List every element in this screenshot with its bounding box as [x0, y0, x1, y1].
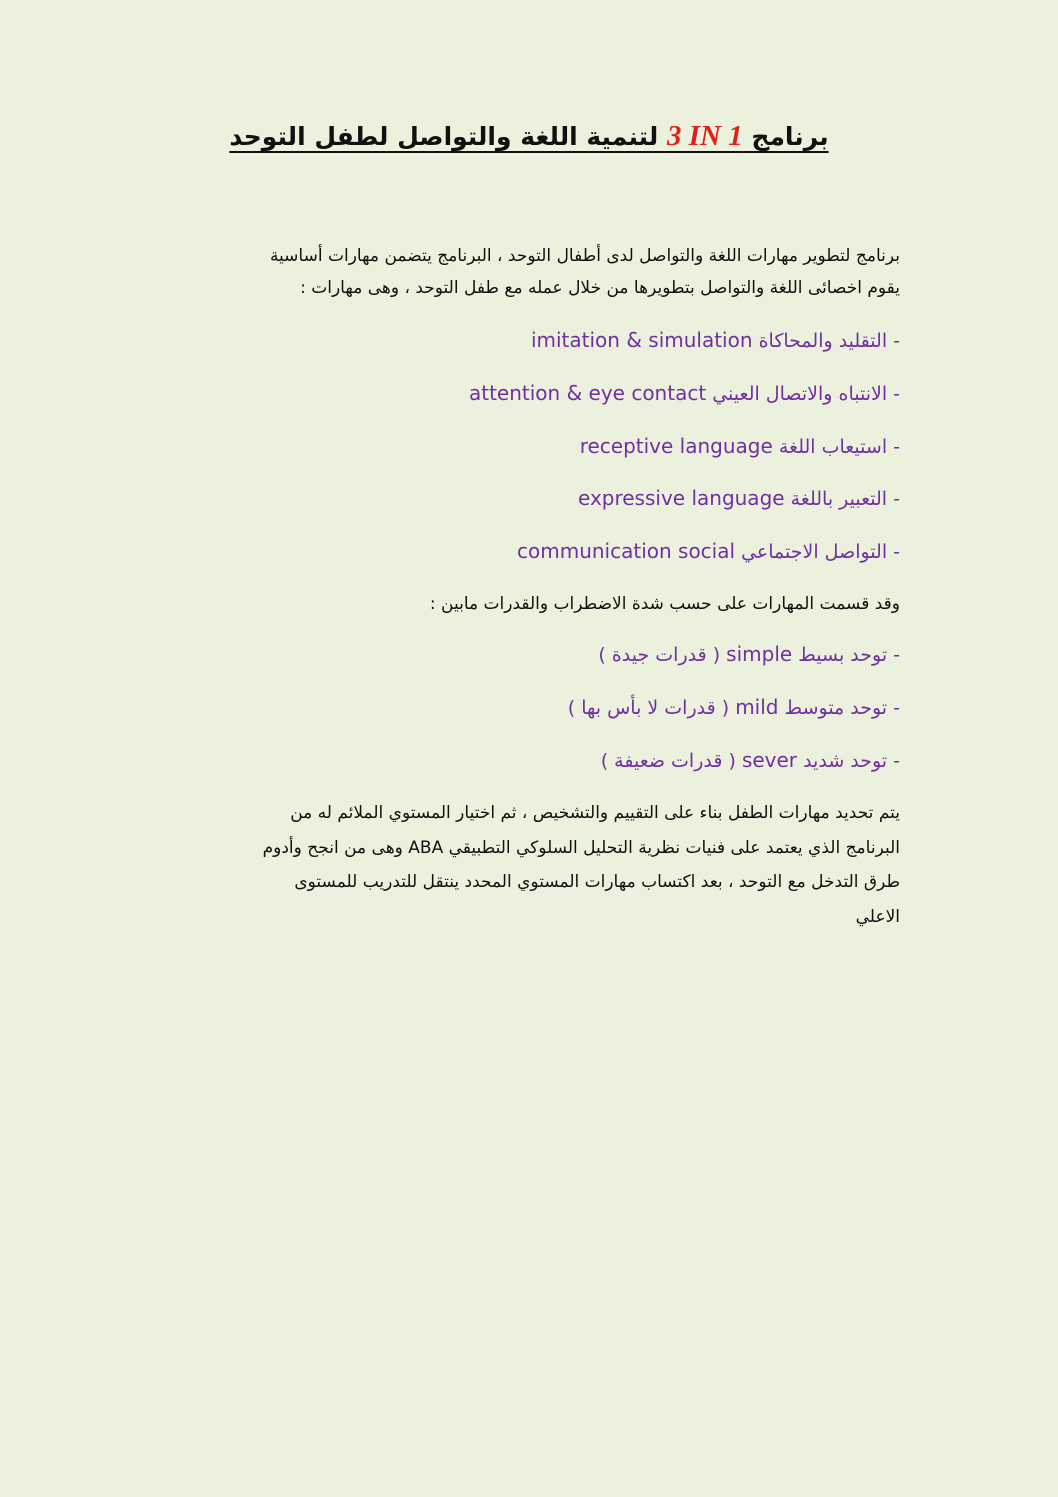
intro-line-1: برنامج لتطوير مهارات اللغة والتواصل لدى أطفال التوحد ، البرنامج يتضمن مهارات أساسية	[269, 246, 900, 266]
intro-line-2: يقوم اخصائى اللغة والتواصل بتطويرها من خلال عمله مع طفل التوحد ، وهى مهارات :	[300, 278, 900, 298]
skill-ar-label: - الانتباه والاتصال العيني	[712, 383, 900, 405]
skill-item	[160, 482, 900, 515]
levels-heading: وقد قسمت المهارات على حسب شدة الاضطراب والقدرات مابين :	[429, 594, 900, 614]
level-ar-label: - توحد متوسط	[784, 697, 900, 719]
level-en-label: sever	[741, 748, 798, 772]
skill-en-label: receptive language	[579, 434, 773, 458]
skill-en-label: attention & eye contact	[468, 381, 707, 405]
title-prefix: برنامج	[742, 122, 829, 151]
level-note: ( قدرات ضعيفة )	[600, 750, 736, 772]
skill-ar-label: - التقليد والمحاكاة	[758, 330, 900, 352]
level-ar-label: - توحد بسيط	[798, 644, 900, 666]
page-title	[0, 116, 1058, 157]
closing-line-1: يتم تحديد مهارات الطفل بناء على التقييم والتشخيص ، ثم اختيار المستوي الملائم له من	[290, 803, 900, 823]
intro-paragraph	[160, 240, 900, 304]
level-item	[160, 744, 900, 777]
closing-line-4: الاعلي	[855, 906, 900, 927]
skill-ar-label: - التواصل الاجتماعي	[741, 541, 900, 563]
skill-en-label: expressive language	[577, 486, 785, 510]
level-ar-label: - توحد شديد	[803, 750, 900, 772]
skill-en-label: communication social	[517, 539, 736, 563]
skill-item	[160, 324, 900, 357]
level-item	[160, 691, 900, 724]
closing-line-2: البرنامج الذي يعتمد على فنيات نظرية التحليل السلوكي التطبيقي ABA وهى من انجح وأدوم	[262, 837, 900, 858]
title-accent-3in1: 3 IN 1	[666, 120, 743, 152]
closing-line-3: طرق التدخل مع التوحد ، بعد اكتساب مهارات المستوي المحدد ينتقل للتدريب للمستوى	[294, 872, 900, 892]
level-item	[160, 638, 900, 671]
skill-en-label: imitation & simulation	[530, 328, 753, 352]
skill-item	[160, 535, 900, 568]
level-note: ( قدرات لا بأس بها )	[567, 697, 730, 719]
level-note: ( قدرات جيدة )	[598, 644, 721, 666]
title-suffix: لتنمية اللغة والتواصل لطفل التوحد	[229, 122, 667, 151]
skill-item	[160, 430, 900, 463]
closing-paragraph	[160, 796, 900, 934]
skill-item	[160, 377, 900, 410]
level-en-label: mild	[735, 695, 779, 719]
skill-ar-label: - التعبير باللغة	[790, 488, 900, 510]
skill-ar-label: - استيعاب اللغة	[778, 436, 900, 458]
level-en-label: simple	[726, 642, 793, 666]
